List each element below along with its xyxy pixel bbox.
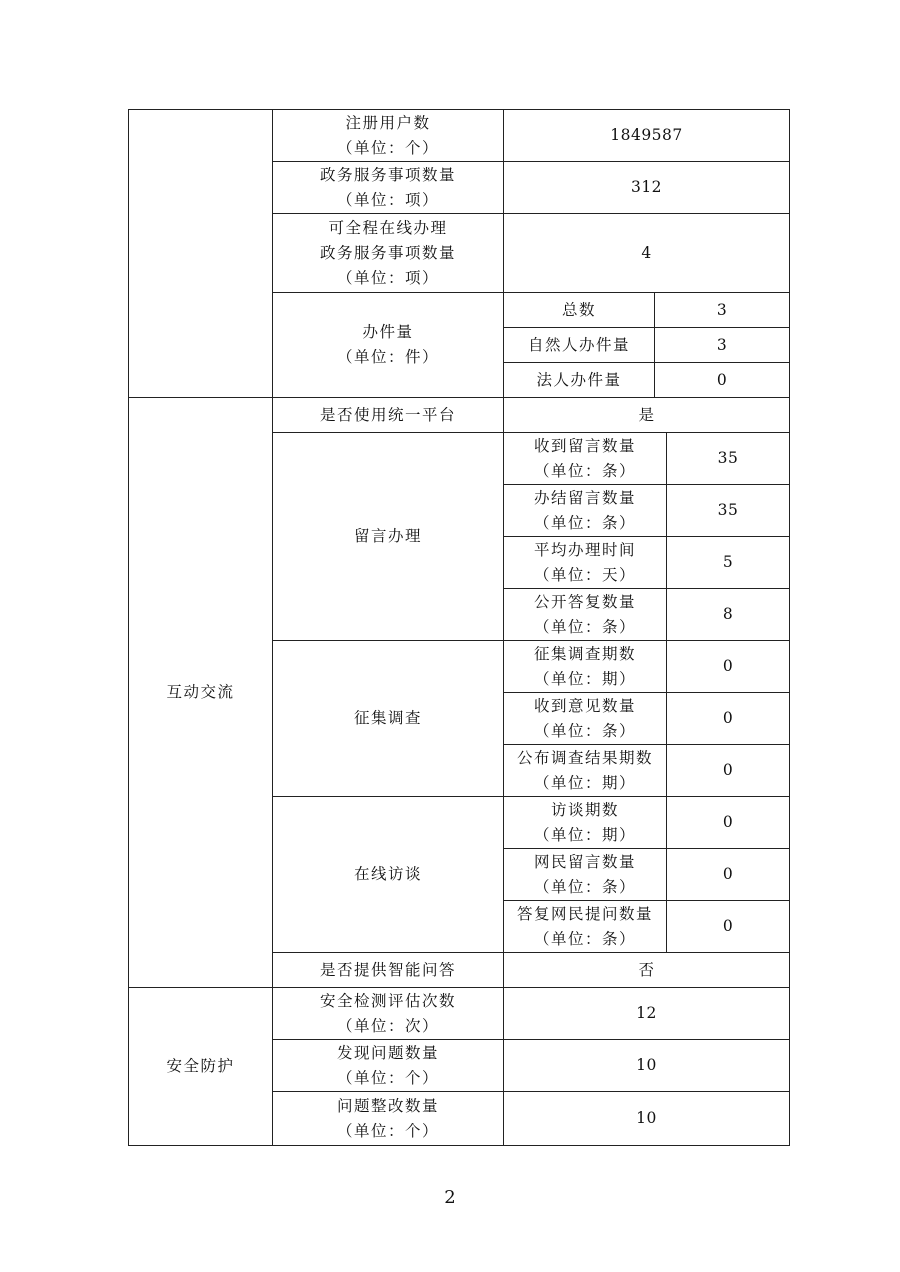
sub-value-cell-line: 35 — [717, 449, 739, 467]
section-label-cell-text — [166, 1054, 234, 1079]
sub-label-cell-line: 公开答复数量 — [533, 592, 636, 611]
item-label-cell — [272, 1091, 504, 1146]
item-label-cell-line: 是否提供智能问答 — [319, 960, 456, 979]
item-label-cell-line: （单位：个） — [336, 138, 439, 157]
sub-value-cell-line: 5 — [722, 553, 734, 571]
sub-value-cell — [666, 484, 790, 537]
value-cell — [503, 109, 790, 162]
item-label-cell-line: （单位：项） — [336, 268, 439, 287]
sub-label-cell-line: （单位：期） — [533, 773, 636, 792]
item-label-cell-line: （单位：个） — [336, 1121, 439, 1140]
sub-value-cell-text — [723, 810, 733, 835]
sub-label-cell-text — [536, 368, 621, 393]
sub-value-cell — [666, 432, 790, 485]
sub-label-cell-text — [534, 798, 636, 848]
value-cell-text — [636, 1053, 657, 1078]
value-cell-text — [636, 1001, 657, 1026]
item-label-cell — [272, 109, 504, 162]
sub-label-cell-text — [534, 486, 636, 536]
value-cell-text — [610, 123, 683, 148]
value-cell — [503, 952, 790, 988]
item-label-cell-line: 在线访谈 — [353, 865, 422, 883]
sub-label-cell-line: （单位：期） — [533, 669, 636, 688]
sub-label-cell-text — [534, 434, 636, 484]
sub-label-cell — [503, 292, 655, 328]
sub-label-cell-line: 自然人办件量 — [527, 335, 630, 354]
item-label-cell-line: 发现问题数量 — [336, 1043, 439, 1062]
value-cell-text — [638, 958, 654, 983]
sub-label-cell-line: 平均办理时间 — [533, 540, 636, 559]
item-label-cell-line: 留言办理 — [353, 527, 422, 545]
item-label-cell — [272, 213, 504, 293]
item-label-cell-text — [337, 111, 439, 161]
sub-value-cell-text — [723, 758, 733, 783]
section-label-cell — [128, 109, 273, 398]
sub-value-cell-line: 0 — [722, 917, 734, 935]
sub-label-cell-text — [517, 902, 653, 952]
sub-value-cell-text — [723, 914, 733, 939]
item-label-cell-text — [337, 320, 439, 370]
sub-value-cell-text — [723, 862, 733, 887]
item-label-cell — [272, 952, 504, 988]
sub-label-cell-text — [534, 642, 636, 692]
sub-value-cell-text — [723, 550, 733, 575]
sub-label-cell-line: 网民留言数量 — [533, 852, 636, 871]
item-label-cell-line: 政务服务事项数量 — [319, 243, 456, 262]
sub-value-cell-line: 3 — [716, 300, 728, 319]
section-label-cell-line: 安全防护 — [166, 1057, 235, 1075]
sub-value-cell-line: 0 — [722, 761, 734, 779]
item-label-cell-text — [320, 989, 456, 1039]
item-label-cell-text — [320, 216, 456, 291]
value-cell-line: 否 — [638, 960, 655, 979]
sub-value-cell — [666, 588, 790, 641]
sub-label-cell-line: 收到意见数量 — [533, 696, 636, 715]
sub-label-cell-text — [534, 538, 636, 588]
item-label-cell-line: （单位：项） — [336, 190, 439, 209]
sub-label-cell — [503, 327, 655, 363]
sub-label-cell-line: 收到留言数量 — [533, 436, 636, 455]
sub-label-cell-text — [562, 298, 596, 323]
section-label-cell — [128, 987, 273, 1146]
value-cell-line: 10 — [636, 1109, 657, 1127]
sub-value-cell-line: 0 — [716, 370, 728, 389]
item-label-cell-line: （单位：件） — [336, 348, 439, 366]
item-label-cell — [272, 397, 504, 433]
value-cell — [503, 1039, 790, 1092]
item-label-cell-line: （单位：次） — [336, 1016, 439, 1035]
value-cell-line: 是 — [638, 405, 655, 424]
item-label-cell-line: 可全程在线办理 — [328, 218, 448, 237]
sub-value-cell — [666, 640, 790, 693]
item-label-cell-text — [354, 706, 422, 731]
sub-label-cell-line: （单位：条） — [533, 721, 636, 740]
sub-value-cell — [666, 796, 790, 849]
item-label-cell-line: 征集调查 — [353, 709, 422, 727]
sub-value-cell-line: 0 — [722, 709, 734, 727]
item-label-cell — [272, 640, 504, 797]
item-label-cell-line: 问题整改数量 — [336, 1096, 439, 1115]
item-label-cell-text — [337, 1041, 439, 1091]
sub-label-cell-line: 答复网民提问数量 — [516, 904, 653, 923]
item-label-cell-line: 办件量 — [362, 323, 414, 341]
sub-label-cell-line: 征集调查期数 — [533, 644, 636, 663]
sub-value-cell — [654, 292, 790, 328]
item-label-cell-text — [320, 163, 456, 213]
item-label-cell-line: （单位：个） — [336, 1068, 439, 1087]
sub-label-cell — [503, 432, 667, 485]
value-cell — [503, 213, 790, 293]
item-label-cell-line: 是否使用统一平台 — [319, 405, 456, 424]
item-label-cell — [272, 432, 504, 641]
sub-label-cell — [503, 848, 667, 901]
value-cell-line: 4 — [641, 243, 652, 262]
sub-value-cell-text — [717, 333, 727, 358]
sub-value-cell — [654, 362, 790, 398]
value-cell-text — [636, 1106, 657, 1131]
item-label-cell-line: 注册用户数 — [345, 113, 431, 132]
sub-value-cell — [654, 327, 790, 363]
item-label-cell — [272, 1039, 504, 1092]
value-cell-line: 1849587 — [610, 126, 683, 144]
sub-label-cell — [503, 640, 667, 693]
sub-label-cell-text — [534, 590, 636, 640]
sub-label-cell — [503, 796, 667, 849]
value-cell — [503, 1091, 790, 1146]
sub-label-cell — [503, 900, 667, 953]
item-label-cell — [272, 987, 504, 1040]
sub-label-cell-line: （单位：天） — [533, 565, 636, 584]
sub-label-cell — [503, 362, 655, 398]
sub-label-cell-line: 访谈期数 — [550, 800, 619, 819]
sub-value-cell-text — [718, 498, 739, 523]
section-label-cell — [128, 397, 273, 988]
value-cell — [503, 397, 790, 433]
sub-label-cell-text — [528, 333, 630, 358]
item-label-cell-line: 政务服务事项数量 — [319, 165, 456, 184]
sub-value-cell — [666, 536, 790, 589]
item-label-cell-text — [320, 958, 456, 983]
item-label-cell-text — [320, 403, 456, 428]
item-label-cell-text — [354, 524, 422, 549]
sub-label-cell-line: 总数 — [561, 300, 596, 319]
item-label-cell — [272, 292, 504, 398]
sub-label-cell-line: （单位：条） — [533, 929, 636, 948]
value-cell-line: 10 — [636, 1056, 657, 1074]
sub-value-cell-text — [717, 368, 727, 393]
sub-label-cell-text — [517, 746, 653, 796]
value-cell-text — [631, 175, 662, 200]
sub-label-cell-line: 公布调查结果期数 — [516, 748, 653, 767]
sub-label-cell-line: （单位：条） — [533, 461, 636, 480]
sub-value-cell-line: 0 — [722, 813, 734, 831]
sub-value-cell-line: 35 — [717, 501, 739, 519]
sub-value-cell — [666, 692, 790, 745]
sub-value-cell-line: 0 — [722, 657, 734, 675]
item-label-cell — [272, 161, 504, 214]
sub-value-cell-text — [723, 706, 733, 731]
sub-label-cell-line: （单位：期） — [533, 825, 636, 844]
section-label-cell-line: 互动交流 — [166, 683, 235, 701]
sub-value-cell-line: 8 — [722, 605, 734, 623]
sub-value-cell — [666, 900, 790, 953]
value-cell — [503, 987, 790, 1040]
sub-value-cell-text — [723, 602, 733, 627]
sub-label-cell-line: （单位：条） — [533, 877, 636, 896]
value-cell-line: 312 — [630, 178, 663, 196]
value-cell-text — [641, 241, 651, 266]
sub-label-cell-line: 办结留言数量 — [533, 488, 636, 507]
page-number: 2 — [444, 1187, 456, 1208]
sub-label-cell — [503, 484, 667, 537]
sub-value-cell-text — [723, 654, 733, 679]
sub-label-cell — [503, 536, 667, 589]
item-label-cell-text — [354, 862, 422, 887]
sub-label-cell-text — [534, 694, 636, 744]
sub-value-cell-text — [718, 446, 739, 471]
value-cell — [503, 161, 790, 214]
sub-value-cell — [666, 848, 790, 901]
value-cell-line: 12 — [636, 1004, 657, 1022]
item-label-cell-text — [337, 1094, 439, 1144]
sub-label-cell-line: 法人办件量 — [536, 370, 622, 389]
sub-value-cell-text — [717, 298, 727, 323]
sub-value-cell-line: 0 — [722, 865, 734, 883]
section-label-cell-text — [166, 680, 234, 705]
item-label-cell-line: 安全检测评估次数 — [319, 991, 456, 1010]
value-cell-text — [638, 403, 654, 428]
sub-label-cell — [503, 692, 667, 745]
sub-value-cell — [666, 744, 790, 797]
sub-label-cell-text — [534, 850, 636, 900]
sub-value-cell-line: 3 — [716, 335, 728, 354]
sub-label-cell — [503, 588, 667, 641]
sub-label-cell — [503, 744, 667, 797]
sub-label-cell-line: （单位：条） — [533, 617, 636, 636]
item-label-cell — [272, 796, 504, 953]
sub-label-cell-line: （单位：条） — [533, 513, 636, 532]
